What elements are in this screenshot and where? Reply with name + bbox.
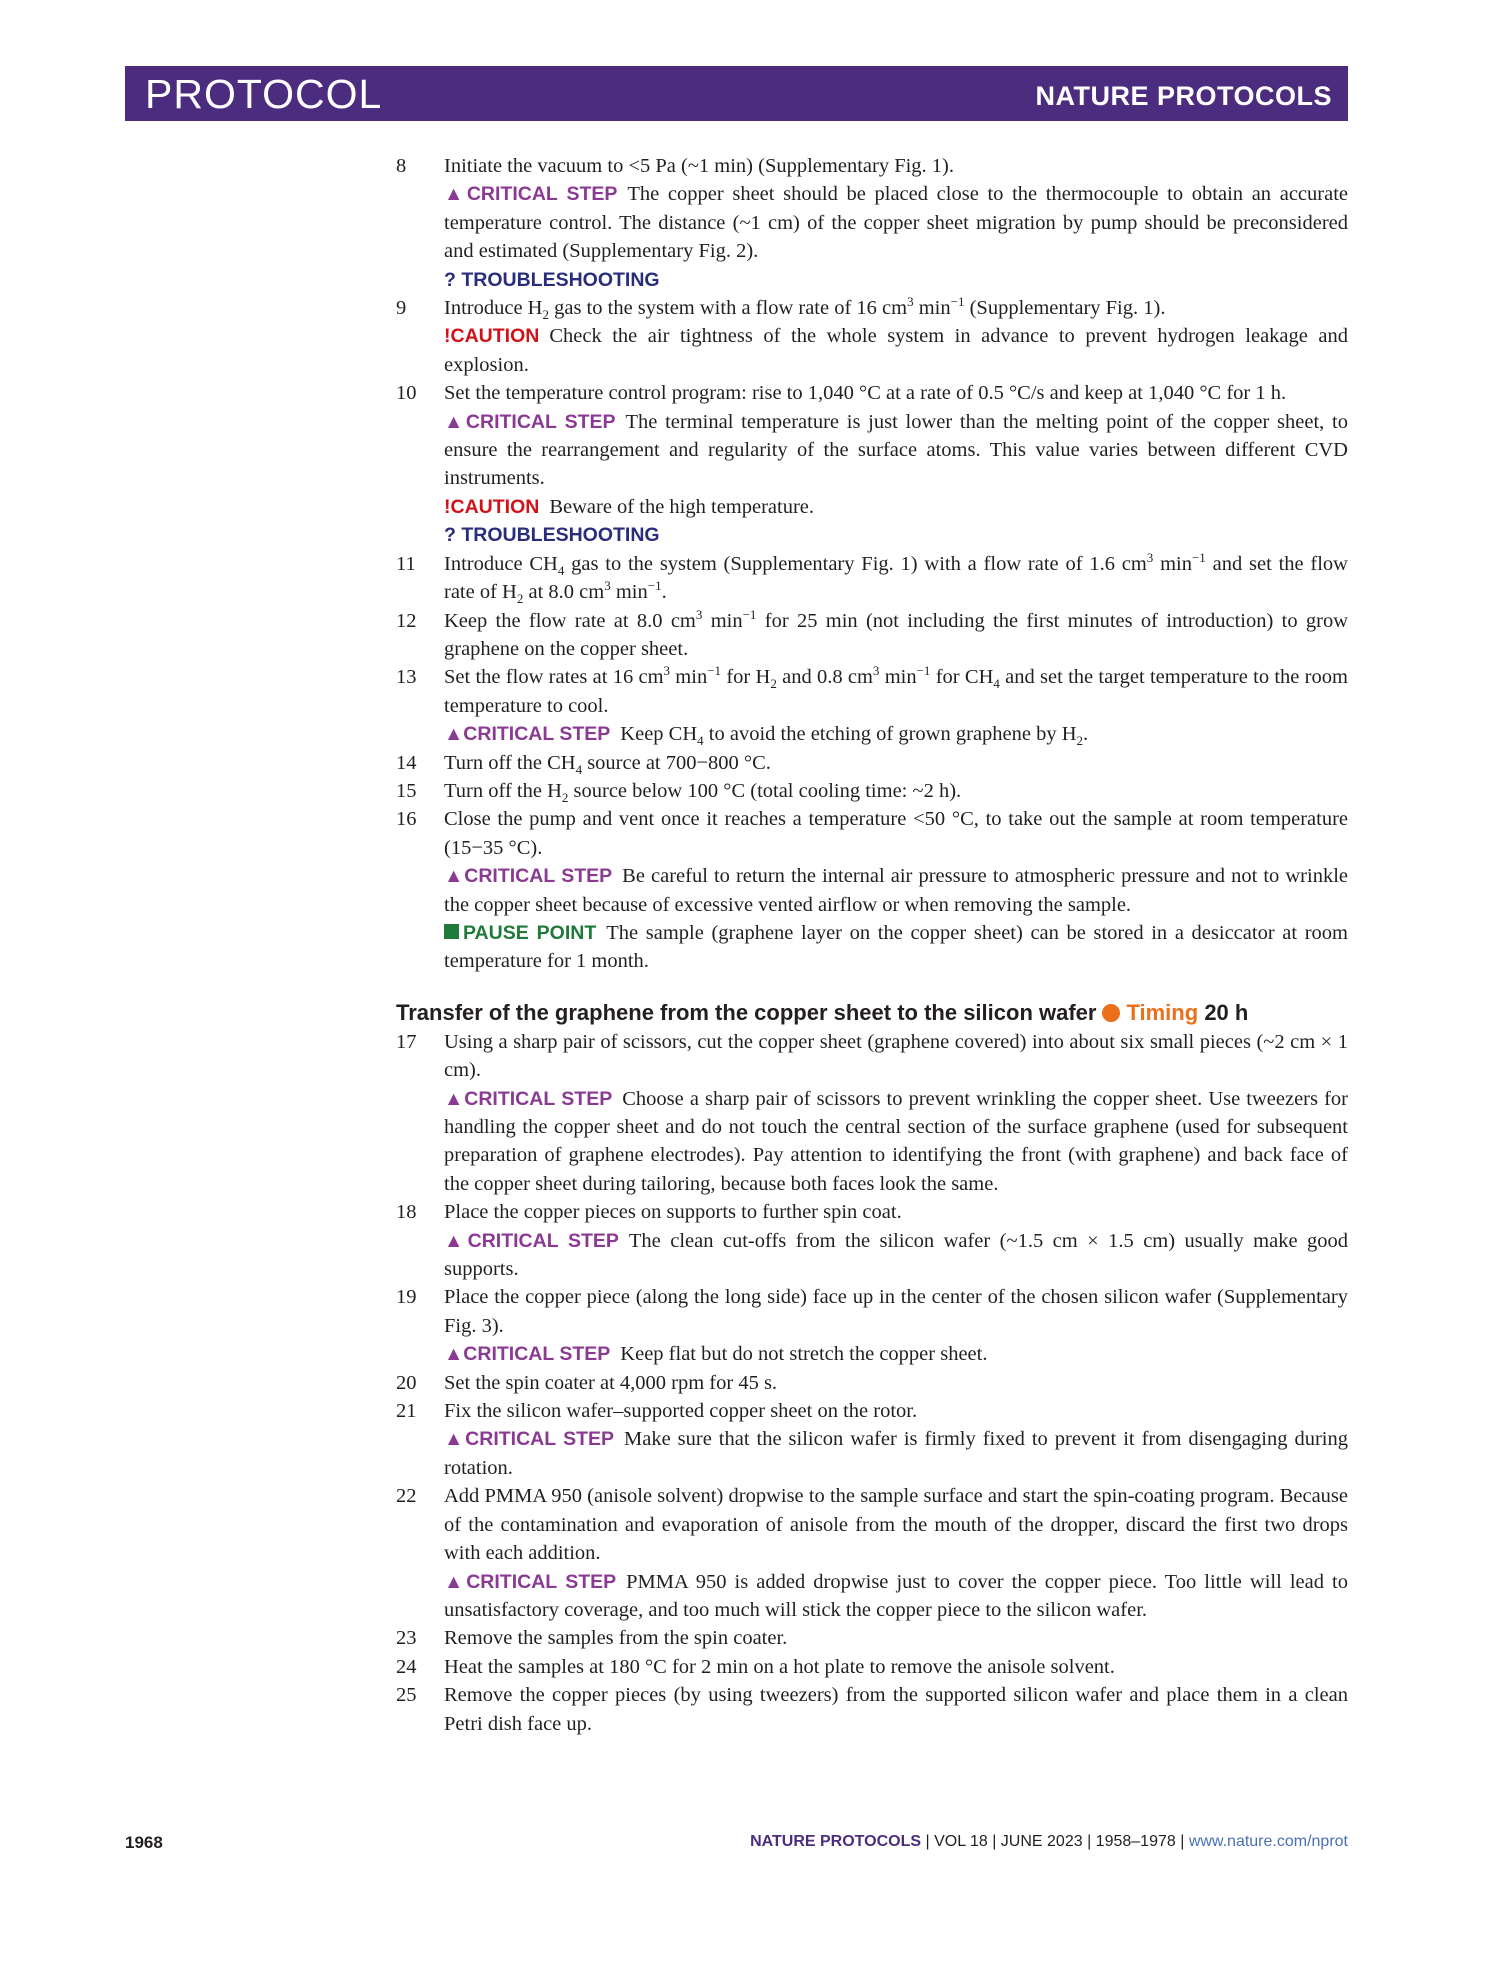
- step-15: [396, 777, 1348, 805]
- critical-step-note: ▲CRITICAL STEP PMMA 950 is added dropwise just to cover the copper piece. Too little will lead to unsatisfactory coverage, and too much will stick the copper piece to the silicon wafer.: [444, 1570, 1348, 1621]
- step-text: Add PMMA 950 (anisole solvent) dropwise to the sample surface and start the spin-coating program. Because of the contamination and evaporation of anisole from the mouth of the dropper, discard the first two drops with each addition.: [444, 1485, 1348, 1565]
- step-8: [396, 152, 1348, 294]
- step-text: Set the flow rates at 16 $cm^3$ $\min^{-1}$ for $H_2$ and 0.8 $cm^3$ $\min^{-1}$ for $CH_4$ and set the target temperature to the room temperature to cool.: [444, 663, 1348, 717]
- pause-square-icon: [444, 924, 459, 939]
- footer-journal: NATURE PROTOCOLS: [750, 1833, 922, 1850]
- step-number: 11: [396, 552, 416, 575]
- pause-point-label: PAUSE POINT: [463, 921, 597, 944]
- pause-point-note: PAUSE POINT The sample (graphene layer on the copper sheet) can be stored in a desiccator at room temperature for 1 month.: [444, 921, 1348, 973]
- timing-dot-icon: [1102, 1004, 1120, 1022]
- page-number: 1968: [125, 1833, 163, 1852]
- footer-url-link[interactable]: www.nature.com/nprot: [1188, 1833, 1348, 1850]
- header-bar: [125, 66, 1348, 121]
- step-number: 9: [396, 297, 407, 320]
- caution-note: !CAUTION Check the air tightness of the whole system in advance to prevent hydrogen leakage and explosion.: [444, 325, 1348, 376]
- step-text: Place the copper piece (along the long side) face up in the center of the chosen silicon wafer (Supplementary Fig. 3).: [444, 1286, 1348, 1337]
- step-number: 15: [396, 779, 417, 802]
- footer-citation: NATURE PROTOCOLS | VOL 18 | JUNE 2023 | 1958–1978 | www.nature.com/nprot: [750, 1833, 1348, 1850]
- footer-volume: VOL 18: [934, 1833, 988, 1850]
- step-text: Introduce $H_2$ gas to the system with a flow rate of 16 $cm^3$ $\min^{-1}$ (Supplementary Fig. 1).: [444, 294, 1166, 323]
- step-number: 22: [396, 1485, 417, 1508]
- critical-step-label: ▲CRITICAL STEP: [444, 1570, 617, 1593]
- step-13: [396, 663, 1348, 748]
- step-9: [396, 294, 1348, 379]
- step-number: 17: [396, 1030, 417, 1053]
- caution-label: !CAUTION: [444, 495, 540, 518]
- step-number: 10: [396, 382, 417, 405]
- step-19: [396, 1283, 1348, 1368]
- section-title: Transfer of the graphene from the copper sheet to the silicon wafer: [396, 999, 1097, 1025]
- troubleshooting-link[interactable]: ? TROUBLESHOOTING: [444, 524, 660, 547]
- footer-pages: 1958–1978: [1095, 1833, 1176, 1850]
- step-text: Fix the silicon wafer–supported copper sheet on the rotor.: [444, 1400, 918, 1423]
- critical-step-label: ▲CRITICAL STEP: [444, 410, 616, 433]
- journal-name-header: NATURE PROTOCOLS: [1035, 81, 1332, 111]
- critical-step-note: ▲CRITICAL STEP Keep $CH_4$ to avoid the etching of grown graphene by $H_2$.: [444, 723, 1089, 749]
- step-25: [396, 1681, 1348, 1738]
- step-12: [396, 607, 1348, 664]
- critical-step-label: ▲CRITICAL STEP: [444, 1343, 611, 1366]
- critical-step-label: ▲CRITICAL STEP: [444, 183, 618, 206]
- critical-step-note: ▲CRITICAL STEP The terminal temperature is just lower than the melting point of the copper sheet, to ensure the rearrangement and regularity of the surface atoms. This value varies between different CVD instruments.: [444, 410, 1348, 490]
- step-text: Set the temperature control program: rise to 1,040 °C at a rate of 0.5 °C/s and keep at 1,040 °C for 1 h.: [444, 382, 1287, 405]
- critical-step-note: ▲CRITICAL STEP Choose a sharp pair of scissors to prevent wrinkling the copper sheet. Use tweezers for handling the copper sheet and do not touch the central section of the surface graphene (used for subsequent preparation of graphene electrodes). Pay attention to identifying the front (with graphene) and back face of the copper sheet during tailoring, because both faces look the same.: [444, 1087, 1348, 1195]
- step-11: [396, 550, 1348, 607]
- step-text: Turn off the $CH_4$ source at 700−800 °C.: [444, 751, 771, 777]
- step-text: Using a sharp pair of scissors, cut the copper sheet (graphene covered) into about six small pieces (~2 cm × 1 cm).: [444, 1030, 1348, 1082]
- caution-note: !CAUTION Beware of the high temperature.: [444, 495, 815, 518]
- step-text: Heat the samples at 180 °C for 2 min on a hot plate to remove the anisole solvent.: [444, 1655, 1115, 1678]
- critical-step-note: ▲CRITICAL STEP The copper sheet should be placed close to the thermocouple to obtain an accurate temperature control. The distance (~1 cm) of the copper sheet migration by pump should be preconsidered and estimated (Supplementary Fig. 2).: [444, 183, 1348, 263]
- step-text: Remove the samples from the spin coater.: [444, 1627, 788, 1650]
- step-22: [396, 1482, 1348, 1624]
- step-text: Place the copper pieces on supports to further spin coat.: [444, 1201, 902, 1224]
- step-20: [396, 1369, 1348, 1397]
- step-text: Initiate the vacuum to <5 Pa (~1 min) (Supplementary Fig. 1).: [444, 155, 954, 177]
- step-text: Introduce $CH_4$ gas to the system (Supplementary Fig. 1) with a flow rate of 1.6 $cm^3$ $\min^{-1}$ and set the flow rate of $H_2$ at 8.0 $cm^3$ $\min^{-1}$.: [444, 549, 1348, 607]
- critical-step-label: ▲CRITICAL STEP: [444, 865, 613, 888]
- step-number: 25: [396, 1684, 417, 1707]
- step-23: [396, 1624, 1348, 1652]
- section-type-label: PROTOCOL: [145, 71, 383, 117]
- step-21: [396, 1397, 1348, 1482]
- troubleshooting-link[interactable]: ? TROUBLESHOOTING: [444, 268, 660, 291]
- critical-step-note: ▲CRITICAL STEP Keep flat but do not stretch the copper sheet.: [444, 1343, 988, 1366]
- step-text: Set the spin coater at 4,000 rpm for 45 s.: [444, 1371, 778, 1394]
- step-number: 16: [396, 808, 417, 831]
- step-number: 23: [396, 1627, 417, 1650]
- step-text: Remove the copper pieces (by using tweezers) from the supported silicon wafer and place them in a clean Petri dish face up.: [444, 1684, 1348, 1735]
- protocol-body: [396, 152, 1348, 1738]
- critical-step-note: ▲CRITICAL STEP The clean cut-offs from the silicon wafer (~1.5 cm × 1.5 cm) usually make good supports.: [444, 1229, 1348, 1281]
- section-heading: [396, 998, 1344, 1028]
- step-10: [396, 379, 1348, 549]
- step-text: Close the pump and vent once it reaches a temperature <50 °C, to take out the sample at room temperature (15−35 °C).: [444, 808, 1348, 859]
- footer-date: JUNE 2023: [1000, 1833, 1083, 1850]
- step-text: Turn off the $H_2$ source below 100 °C (total cooling time: ~2 h).: [444, 779, 962, 806]
- critical-step-label: ▲CRITICAL STEP: [444, 723, 611, 746]
- step-number: 13: [396, 666, 417, 689]
- critical-step-label: ▲CRITICAL STEP: [444, 1229, 619, 1252]
- step-17: [396, 1028, 1348, 1198]
- critical-step-label: ▲CRITICAL STEP: [444, 1087, 613, 1110]
- step-number: 20: [396, 1371, 417, 1394]
- critical-step-label: ▲CRITICAL STEP: [444, 1428, 614, 1451]
- critical-step-note: ▲CRITICAL STEP Be careful to return the internal air pressure to atmospheric pressure and not to wrinkle the copper sheet because of excessive vented airflow or when removing the sample.: [444, 865, 1348, 916]
- step-text: Keep the flow rate at 8.0 $cm^3$ $\min^{-1}$ for 25 min (not including the first minutes of introduction) to grow graphene on the copper sheet.: [444, 606, 1348, 660]
- step-24: [396, 1653, 1348, 1681]
- step-16: [396, 805, 1348, 975]
- timing-value: 20 h: [1204, 999, 1249, 1025]
- step-number: 24: [396, 1655, 417, 1678]
- step-18: [396, 1198, 1348, 1283]
- critical-step-note: ▲CRITICAL STEP Make sure that the silicon wafer is firmly fixed to prevent it from disengaging during rotation.: [444, 1428, 1348, 1479]
- step-14: [396, 749, 1348, 777]
- step-number: 21: [396, 1400, 417, 1423]
- step-number: 14: [396, 751, 417, 774]
- step-number: 19: [396, 1286, 417, 1309]
- timing-label: Timing: [1126, 999, 1199, 1025]
- step-number: 12: [396, 609, 417, 632]
- caution-label: !CAUTION: [444, 325, 540, 348]
- step-number: 8: [396, 155, 407, 177]
- step-number: 18: [396, 1201, 417, 1224]
